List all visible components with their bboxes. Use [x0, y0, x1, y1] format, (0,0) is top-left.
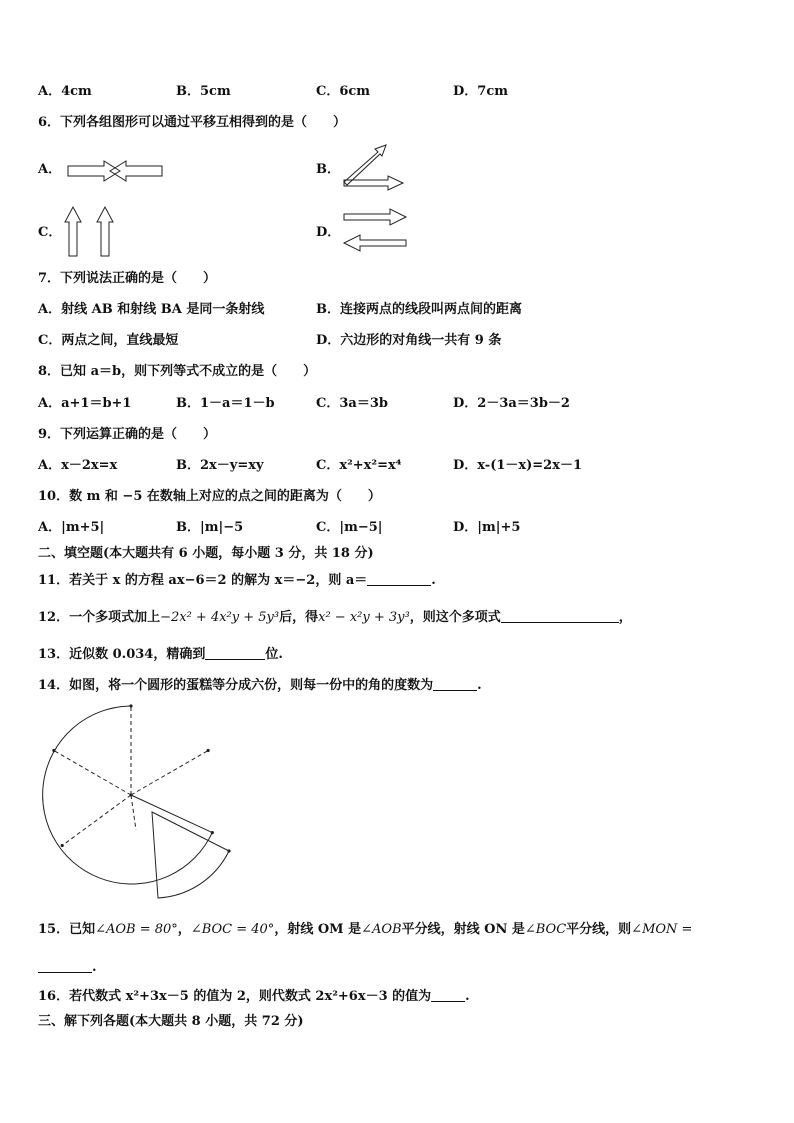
q12	[38, 609, 632, 626]
q12-post: ，则这个多项式	[409, 610, 501, 625]
q11	[38, 572, 436, 589]
q15-mid3: 平分线，则	[566, 922, 632, 937]
q14-end: .	[477, 678, 482, 693]
q10-option-b: B．|m|−5	[176, 520, 244, 535]
q16-end: .	[465, 989, 470, 1004]
q15-answer-blank[interactable]	[38, 959, 92, 973]
q8-option-b: B．1－a＝1－b	[176, 396, 275, 411]
q6-stem: 6．下列各组图形可以通过平移互相得到的是（ ）	[38, 115, 347, 130]
q15-angle-aob-value: ∠AOB = 80°	[95, 922, 178, 937]
q14	[38, 677, 482, 694]
q12-mid: 后，得	[279, 610, 319, 625]
q12-expr1: −2x² + 4x²y + 5y³	[160, 610, 280, 625]
q12-end: ，	[618, 610, 632, 625]
q15-mid: ，射线 OM 是	[274, 922, 362, 937]
q15-sep: ，	[177, 922, 191, 937]
q11-answer-blank[interactable]	[367, 572, 431, 586]
section-solve-heading: 三、解下列各题(本大题共 8 小题，共 72 分)	[38, 1014, 304, 1029]
q10-option-d: D．|m|+5	[453, 520, 521, 535]
q10-option-a: A．|m+5|	[38, 520, 105, 535]
q13-end: 位.	[265, 647, 283, 662]
q13	[38, 646, 283, 663]
q7-option-b: B．连接两点的线段叫两点间的距离	[316, 302, 522, 317]
q6-label-c: C．	[38, 225, 62, 240]
q9-option-b: B．2x－y=xy	[176, 458, 264, 473]
q5-option-d: D．7cm	[453, 84, 508, 99]
q8-stem: 8．已知 a＝b，则下列等式不成立的是（ ）	[38, 364, 317, 379]
q6-figure-b	[340, 142, 410, 192]
q16	[38, 988, 470, 1005]
q15-angle-aob: ∠AOB	[361, 922, 402, 937]
q6-label-d: D．	[316, 225, 341, 240]
q12-answer-blank[interactable]	[501, 609, 619, 623]
q8-option-c: C．3a＝3b	[316, 396, 388, 411]
q9-option-c: C．x²+x²=x⁴	[316, 458, 402, 473]
q15-angle-boc-value: ∠BOC = 40°	[190, 922, 275, 937]
q14-answer-blank[interactable]	[433, 677, 477, 691]
q6-figure-d	[340, 206, 410, 256]
q14-cake-figure	[40, 704, 240, 904]
q15-angle-mon: ∠MON =	[631, 922, 693, 937]
q14-text: 14．如图，将一个圆形的蛋糕等分成六份，则每一份中的角的度数为	[38, 678, 434, 693]
q16-text: 16．若代数式 x²+3x－5 的值为 2，则代数式 2x²+6x－3 的值为	[38, 989, 432, 1004]
q11-text: 11．若关于 x 的方程 ax−6＝2 的解为 x＝−2，则 a＝	[38, 573, 368, 588]
q5-option-a: A．4cm	[38, 84, 92, 99]
q15-mid2: 平分线，射线 ON 是	[401, 922, 525, 937]
q6-figure-a	[64, 158, 166, 184]
q12-text: 12．一个多项式加上	[38, 610, 161, 625]
q13-text: 13．近似数 0.034，精确到	[38, 647, 206, 662]
section-fill-in-heading: 二、填空题(本大题共有 6 小题，每小题 3 分，共 18 分)	[38, 546, 374, 561]
q10-stem: 10．数 m 和 −5 在数轴上对应的点之间的距离为（ ）	[38, 489, 381, 504]
q7-stem: 7．下列说法正确的是（ ）	[38, 271, 217, 286]
q12-expr2: x² − x²y + 3y³	[318, 610, 410, 625]
q15-angle-boc: ∠BOC	[524, 922, 567, 937]
q7-option-c: C．两点之间，直线最短	[38, 333, 179, 348]
q9-stem: 9．下列运算正确的是（ ）	[38, 427, 217, 442]
q6-label-b: B．	[316, 162, 340, 177]
q15-text: 15．已知	[38, 922, 96, 937]
q11-end: .	[431, 573, 436, 588]
q5-option-c: C．6cm	[316, 84, 371, 99]
q5-option-b: B．5cm	[176, 84, 231, 99]
q15-end: .	[92, 960, 97, 975]
q9-option-d: D．x-(1－x)=2x－1	[453, 458, 583, 473]
q6-figure-c	[62, 204, 122, 258]
q13-answer-blank[interactable]	[205, 646, 265, 660]
q15-line2	[38, 959, 97, 976]
q7-option-a: A．射线 AB 和射线 BA 是同一条射线	[38, 302, 265, 317]
q16-answer-blank[interactable]	[431, 988, 465, 1002]
q10-option-c: C．|m−5|	[316, 520, 383, 535]
q8-option-a: A．a+1＝b+1	[38, 396, 132, 411]
q7-option-d: D．六边形的对角线一共有 9 条	[316, 333, 502, 348]
q6-label-a: A．	[38, 162, 62, 177]
q8-option-d: D．2－3a＝3b－2	[453, 396, 570, 411]
q15	[38, 922, 692, 938]
q9-option-a: A．x－2x=x	[38, 458, 118, 473]
